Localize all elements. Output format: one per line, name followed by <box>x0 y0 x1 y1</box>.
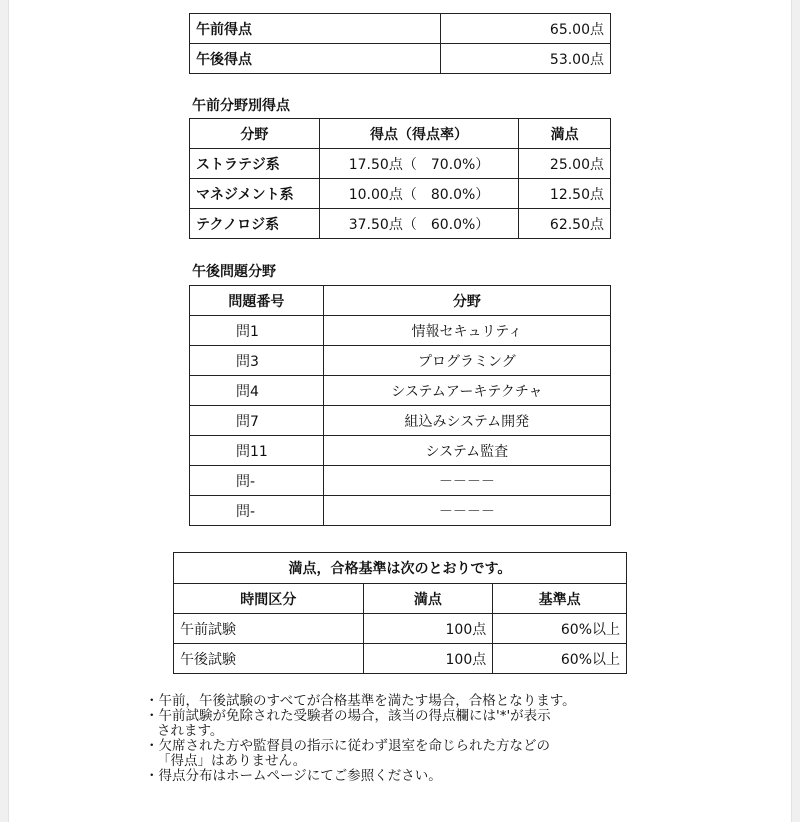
summary-table <box>189 13 611 74</box>
table-row <box>190 14 611 44</box>
field-score: 10.00点（ 80.0%） <box>319 179 518 209</box>
header-score: 得点（得点率） <box>319 119 518 149</box>
table-title-row <box>174 553 627 584</box>
field-max: 62.50点 <box>519 209 611 239</box>
question-field: システムアーキテクチャ <box>323 376 610 406</box>
table-row <box>190 179 611 209</box>
field-name: マネジメント系 <box>190 179 320 209</box>
question-no: 問4 <box>190 376 324 406</box>
question-no: 問- <box>190 466 324 496</box>
pm-fields-table <box>189 285 611 526</box>
field-score: 37.50点（ 60.0%） <box>319 209 518 239</box>
am-score-value: 65.00点 <box>441 14 611 44</box>
pm-score-value: 53.00点 <box>441 44 611 74</box>
pm-fields-title: 午後問題分野 <box>192 264 276 280</box>
note-absent-line1: ・欠席された方や監督員の指示に従わず退室を命じられた方などの <box>145 738 550 754</box>
table-header-row <box>190 286 611 316</box>
pm-score-label: 午後得点 <box>190 44 441 74</box>
period-max: 100点 <box>363 644 493 674</box>
table-row <box>174 614 627 644</box>
question-field: －－－－ <box>323 466 610 496</box>
question-no: 問3 <box>190 346 324 376</box>
field-name: ストラテジ系 <box>190 149 320 179</box>
question-field: 組込みシステム開発 <box>323 406 610 436</box>
table-row <box>190 466 611 496</box>
page-edge-left <box>0 0 9 822</box>
question-field: －－－－ <box>323 496 610 526</box>
period-max: 100点 <box>363 614 493 644</box>
field-score: 17.50点（ 70.0%） <box>319 149 518 179</box>
am-score-label: 午前得点 <box>190 14 441 44</box>
question-no: 問1 <box>190 316 324 346</box>
criteria-title: 満点，合格基準は次のとおりです。 <box>174 553 627 584</box>
table-row <box>190 436 611 466</box>
table-row <box>190 316 611 346</box>
question-no: 問- <box>190 496 324 526</box>
question-field: プログラミング <box>323 346 610 376</box>
note-pass-condition: ・午前，午後試験のすべてが合格基準を満たす場合，合格となります。 <box>145 693 576 709</box>
header-base: 基準点 <box>493 584 627 614</box>
note-exempt-line2: されます。 <box>157 723 224 739</box>
table-header-row <box>174 584 627 614</box>
period-base: 60%以上 <box>493 644 627 674</box>
field-max: 12.50点 <box>519 179 611 209</box>
table-header-row <box>190 119 611 149</box>
table-row <box>190 44 611 74</box>
table-row <box>190 209 611 239</box>
question-field: 情報セキュリティ <box>323 316 610 346</box>
am-fields-table <box>189 118 611 239</box>
am-fields-title: 午前分野別得点 <box>192 98 290 114</box>
header-pm-field: 分野 <box>323 286 610 316</box>
period: 午前試験 <box>174 614 364 644</box>
table-row <box>190 149 611 179</box>
note-exempt-line1: ・午前試験が免除された受験者の場合，該当の得点欄には'*'が表示 <box>145 708 551 724</box>
field-name: テクノロジ系 <box>190 209 320 239</box>
note-distribution: ・得点分布はホームページにてご参照ください。 <box>145 768 442 784</box>
table-row <box>190 496 611 526</box>
header-max: 満点 <box>519 119 611 149</box>
page-edge-right <box>791 0 800 822</box>
header-field: 分野 <box>190 119 320 149</box>
period-base: 60%以上 <box>493 614 627 644</box>
criteria-table <box>173 552 627 674</box>
table-row <box>190 406 611 436</box>
table-row <box>174 644 627 674</box>
header-question-no: 問題番号 <box>190 286 324 316</box>
table-row <box>190 376 611 406</box>
header-criteria-max: 満点 <box>363 584 493 614</box>
field-max: 25.00点 <box>519 149 611 179</box>
question-no: 問7 <box>190 406 324 436</box>
period: 午後試験 <box>174 644 364 674</box>
notes <box>145 694 665 784</box>
table-row <box>190 346 611 376</box>
question-no: 問11 <box>190 436 324 466</box>
note-absent-line2: 「得点」はありません。 <box>157 753 307 769</box>
header-period: 時間区分 <box>174 584 364 614</box>
question-field: システム監査 <box>323 436 610 466</box>
